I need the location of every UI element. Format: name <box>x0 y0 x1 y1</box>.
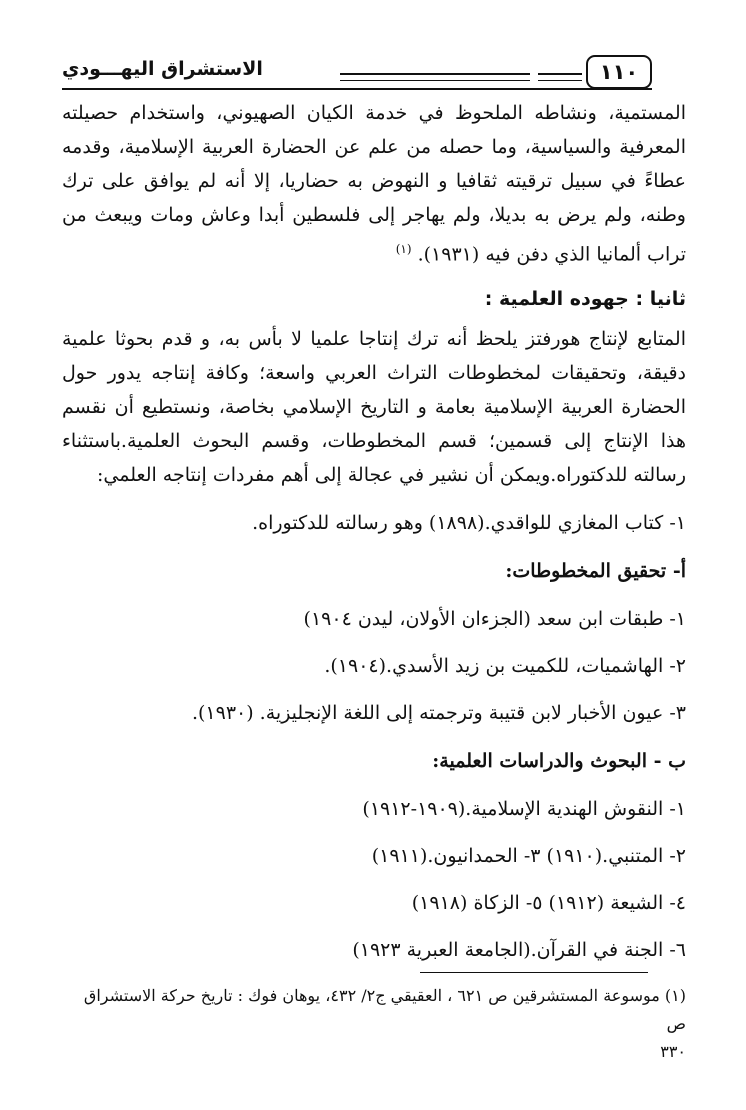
body-text <box>62 96 686 980</box>
section-a-label: أ- تحقيق المخطوطات: <box>505 560 686 583</box>
footnote-line: ٣٣٠ <box>660 1042 686 1061</box>
footnote <box>62 982 686 1066</box>
footnote-line: (١) موسوعة المستشرقين ص ٦٢١ ، العقيقي ج٢/ ٤٣٢، يوهان فوك : تاريخ حركة الاستشراق ص <box>83 986 686 1033</box>
header-underline <box>62 88 652 90</box>
dissertation-item: ١- كتاب المغازي للواقدي.(١٨٩٨) وهو رسالته للدكتوراه. <box>252 512 686 535</box>
footnote-separator <box>420 972 648 973</box>
list-item: ٢- المتنبي.(١٩١٠) ٣- الحمدانيون.(١٩١١) <box>371 845 686 868</box>
main-paragraph: المتابع لإنتاج هورفتز يلحظ أنه ترك إنتاجا علميا لا بأس به، و قدم بحوثا علمية دقيقة، وتحقيقات لمخطوطات التراث العربي واسعة؛ وكافة إنتاجه يدور حول الحضارة العربية الإسلامية بعامة و التاريخ الإسلامي بخاصة، ونستطيع أن نقسم هذا الإنتاج إلى قسمين؛ قسم المخطوطات، وقسم البحوث العلمية.باستثناء رسالته للدكتوراه.ويمكن أن نشير في عجالة إلى أهم مفردات إنتاجه العلمي: <box>62 328 686 487</box>
list-item: ١- النقوش الهندية الإسلامية.(١٩٠٩-١٩١٢) <box>362 798 686 821</box>
list-item: ٢- الهاشميات، للكميت بن زيد الأسدي.(١٩٠٤). <box>324 655 686 678</box>
list-item: ٦- الجنة في القرآن.(الجامعة العبرية ١٩٢٣) <box>352 939 686 962</box>
studies-list <box>62 792 686 967</box>
running-title: الاستشراق اليهـــودي <box>62 58 263 80</box>
intro-paragraph-text: المستمية، ونشاطه الملحوظ في خدمة الكيان الصهيوني، واستخدام حصيلته المعرفية والسياسية، وما حصله من علم عن الحضارة العربية الإسلامية، وقدمه عطاءً في سبيل ترقيته ثقافيا و النهوض به حضاريا، إلا أنه لم يوافق على ترك وطنه، ولم يرض به بديلا، ولم يهاجر إلى فلسطين أبدا وعاش ومات ويبعث من تراب ألمانيا الذي دفن فيه (١٩٣١). <box>62 102 686 266</box>
header-rule <box>340 73 530 75</box>
header-rule <box>538 73 582 75</box>
page-number: ١١٠ <box>586 55 652 89</box>
footnote-reference: (١) <box>395 242 412 256</box>
list-item: ١- طبقات ابن سعد (الجزءان الأولان، ليدن ١٩٠٤) <box>303 608 686 631</box>
section-b-label: ب - البحوث والدراسات العلمية: <box>432 750 686 773</box>
list-item: ٤- الشيعة (١٩١٢) ٥- الزكاة (١٩١٨) <box>411 892 686 915</box>
header-rule <box>538 80 582 81</box>
header-rule <box>340 80 530 81</box>
manuscripts-list <box>62 602 686 730</box>
section-heading: ثانيا : جهوده العلمية : <box>484 288 686 311</box>
list-item: ٣- عيون الأخبار لابن قتيبة وترجمته إلى اللغة الإنجليزية. (١٩٣٠). <box>191 702 686 725</box>
intro-paragraph <box>62 96 686 271</box>
